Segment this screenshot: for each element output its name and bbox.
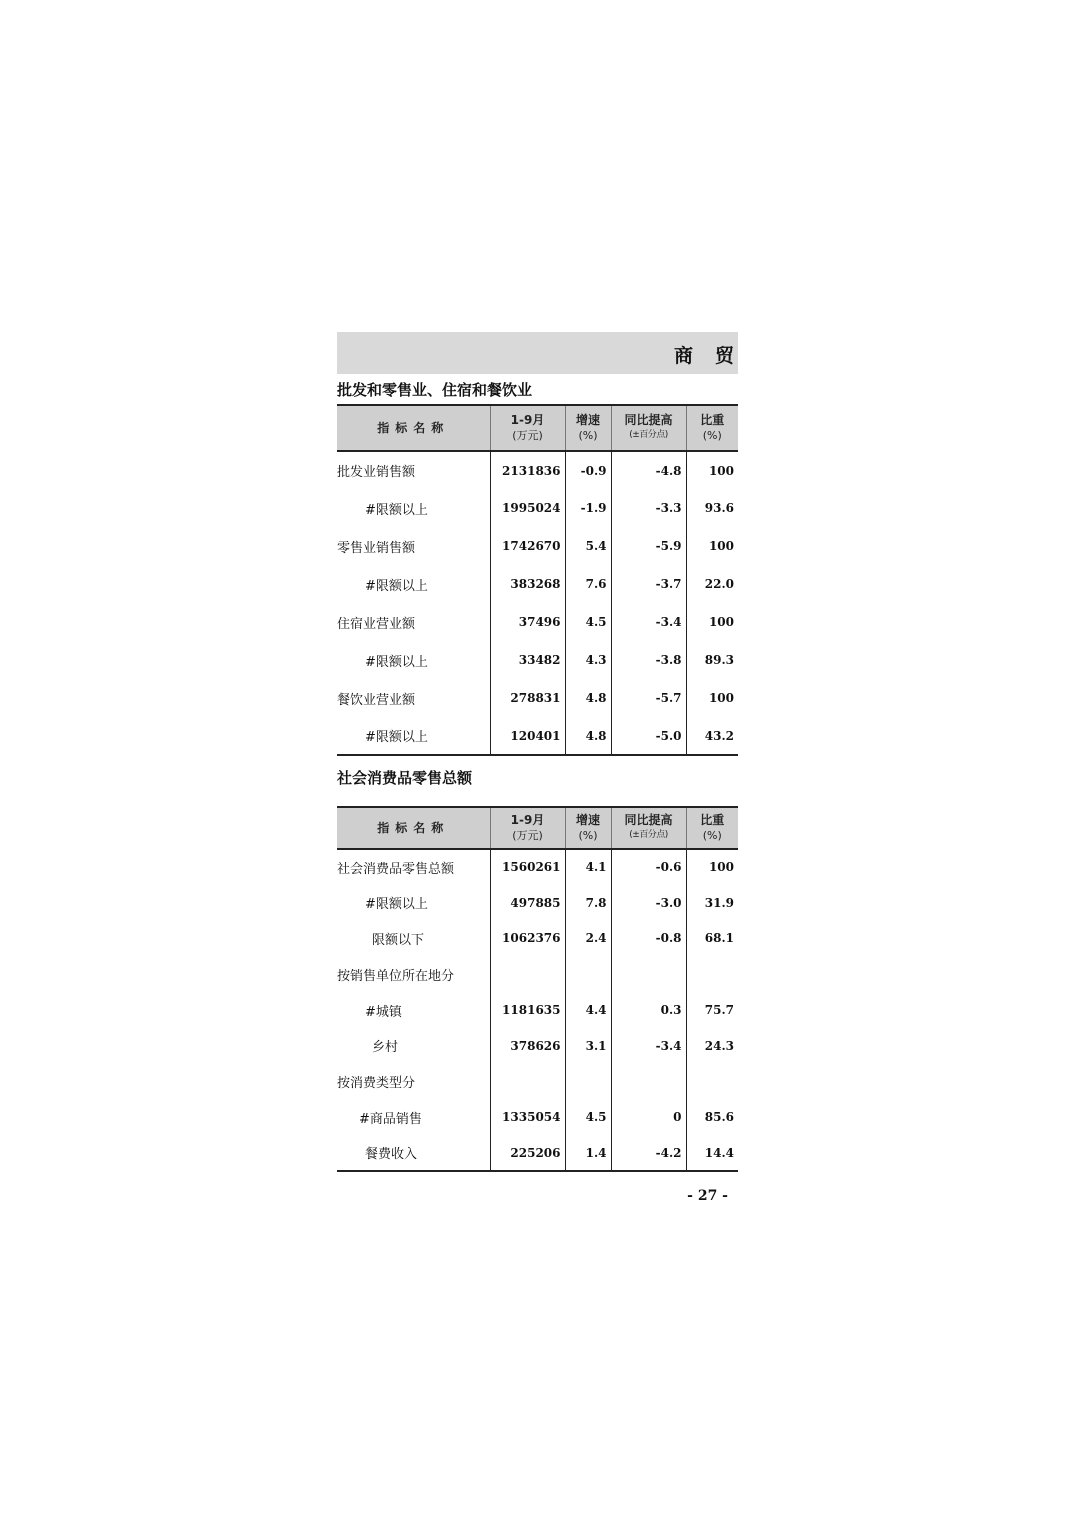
row-label: 按消费类型分: [337, 1076, 416, 1092]
table-row: [337, 1028, 738, 1064]
row-label: 批发业销售额: [337, 465, 416, 480]
page-number: - 27 -: [687, 1188, 728, 1205]
table-row: [337, 1135, 738, 1171]
row-value: 378626: [490, 1028, 565, 1064]
row-value: 1560261: [490, 849, 565, 885]
row-share: 68.1: [686, 921, 738, 957]
row-label: 餐饮业营业额: [337, 692, 416, 708]
row-growth: 4.8: [565, 717, 611, 755]
table-row: [337, 679, 738, 717]
row-yoy: -3.3: [611, 489, 686, 527]
row-label: 零售业销售额: [337, 540, 416, 556]
row-share: 100: [686, 451, 738, 489]
row-value: 37496: [490, 603, 565, 641]
row-value: 383268: [490, 565, 565, 603]
table-row: [337, 921, 738, 957]
row-growth: 4.4: [565, 992, 611, 1028]
row-yoy: -0.6: [611, 849, 686, 885]
row-growth: [565, 1064, 611, 1100]
row-value: 225206: [490, 1135, 565, 1171]
row-yoy: -5.7: [611, 679, 686, 717]
row-growth: 4.5: [565, 1100, 611, 1136]
section1-table: [337, 404, 738, 756]
row-label: #限额以上: [365, 502, 428, 518]
row-share: 85.6: [686, 1100, 738, 1136]
row-growth: 4.3: [565, 641, 611, 679]
row-value: 278831: [490, 679, 565, 717]
row-value: 2131836: [490, 451, 565, 489]
row-share: 100: [686, 527, 738, 565]
row-yoy: -3.0: [611, 885, 686, 921]
row-share: 100: [686, 849, 738, 885]
row-share: 75.7: [686, 992, 738, 1028]
row-growth: 7.8: [565, 885, 611, 921]
table-row: [337, 641, 738, 679]
header-growth: 增速 (%): [565, 405, 611, 451]
row-growth: 7.6: [565, 565, 611, 603]
header-name: 指标名称: [337, 405, 490, 451]
row-value: 33482: [490, 641, 565, 679]
row-growth: 3.1: [565, 1028, 611, 1064]
table-header-row: [337, 807, 738, 849]
row-yoy: 0.3: [611, 992, 686, 1028]
row-label: #商品销售: [359, 1111, 422, 1127]
table-row: [337, 603, 738, 641]
row-label: 社会消费品零售总额: [337, 861, 455, 877]
row-share: 22.0: [686, 565, 738, 603]
row-yoy: -3.7: [611, 565, 686, 603]
row-label: #限额以上: [337, 717, 490, 755]
row-yoy: -5.0: [611, 717, 686, 755]
row-value: 497885: [490, 885, 565, 921]
table-row: [337, 1064, 738, 1100]
row-yoy: [611, 1064, 686, 1100]
row-share: 89.3: [686, 641, 738, 679]
row-yoy: -3.4: [611, 1028, 686, 1064]
row-growth: 4.8: [565, 679, 611, 717]
table-row: [337, 992, 738, 1028]
table-row: [337, 849, 738, 885]
header-period: 1-9月 (万元): [490, 807, 565, 849]
table-row: [337, 956, 738, 992]
row-growth: 5.4: [565, 527, 611, 565]
row-label: 住宿业营业额: [337, 616, 416, 632]
row-value: 120401: [490, 717, 565, 755]
section2-title: 社会消费品零售总额: [337, 769, 473, 787]
row-value: [490, 956, 565, 992]
table-row: [337, 565, 738, 603]
header-yoy: 同比提高 (±百分点): [611, 807, 686, 849]
row-growth: 1.4: [565, 1135, 611, 1171]
row-yoy: [611, 956, 686, 992]
table-row: [337, 1100, 738, 1136]
row-growth: 2.4: [565, 921, 611, 957]
row-share: 43.2: [686, 717, 738, 755]
row-label: 限额以下: [372, 932, 425, 948]
row-value: [490, 1064, 565, 1100]
row-growth: 4.5: [565, 603, 611, 641]
row-share: [686, 956, 738, 992]
section1-title: 批发和零售业、住宿和餐饮业: [337, 381, 533, 399]
row-share: 93.6: [686, 489, 738, 527]
header-share: 比重 (%): [686, 405, 738, 451]
row-value: 1995024: [490, 489, 565, 527]
table-row: [337, 451, 738, 489]
row-share: [686, 1064, 738, 1100]
row-label: #限额以上: [365, 897, 428, 913]
row-growth: -1.9: [565, 489, 611, 527]
row-yoy: -4.8: [611, 451, 686, 489]
row-label: #城镇: [365, 1004, 402, 1020]
row-growth: [565, 956, 611, 992]
row-yoy: -5.9: [611, 527, 686, 565]
row-yoy: -4.2: [611, 1135, 686, 1171]
row-growth: 4.1: [565, 849, 611, 885]
header-share: 比重 (%): [686, 807, 738, 849]
banner-title: 商贸: [673, 345, 756, 367]
row-share: 14.4: [686, 1135, 738, 1171]
page: [337, 332, 756, 1205]
row-value: 1742670: [490, 527, 565, 565]
row-share: 100: [686, 603, 738, 641]
table-row: [337, 885, 738, 921]
row-label: 乡村: [372, 1040, 399, 1056]
section2-table: [337, 806, 738, 1172]
row-growth: -0.9: [565, 451, 611, 489]
row-value: 1181635: [490, 992, 565, 1028]
row-label: #限额以上: [365, 578, 428, 594]
header-name: 指标名称: [337, 807, 490, 849]
row-value: 1062376: [490, 921, 565, 957]
header-yoy: 同比提高 (±百分点): [611, 405, 686, 451]
section-banner: [337, 332, 756, 374]
table-row: [337, 527, 738, 565]
row-value: 1335054: [490, 1100, 565, 1136]
row-yoy: -3.4: [611, 603, 686, 641]
header-growth: 增速 (%): [565, 807, 611, 849]
table-row: [337, 489, 738, 527]
row-share: 31.9: [686, 885, 738, 921]
table-header-row: [337, 405, 738, 451]
row-yoy: 0: [611, 1100, 686, 1136]
row-yoy: -0.8: [611, 921, 686, 957]
row-label: #限额以上: [365, 654, 428, 670]
row-label: 按销售单位所在地分: [337, 968, 455, 984]
row-share: 100: [686, 679, 738, 717]
row-yoy: -3.8: [611, 641, 686, 679]
table-row: [337, 717, 738, 755]
row-label: 餐费收入: [337, 1135, 490, 1171]
header-period: 1-9月 (万元): [490, 405, 565, 451]
row-share: 24.3: [686, 1028, 738, 1064]
